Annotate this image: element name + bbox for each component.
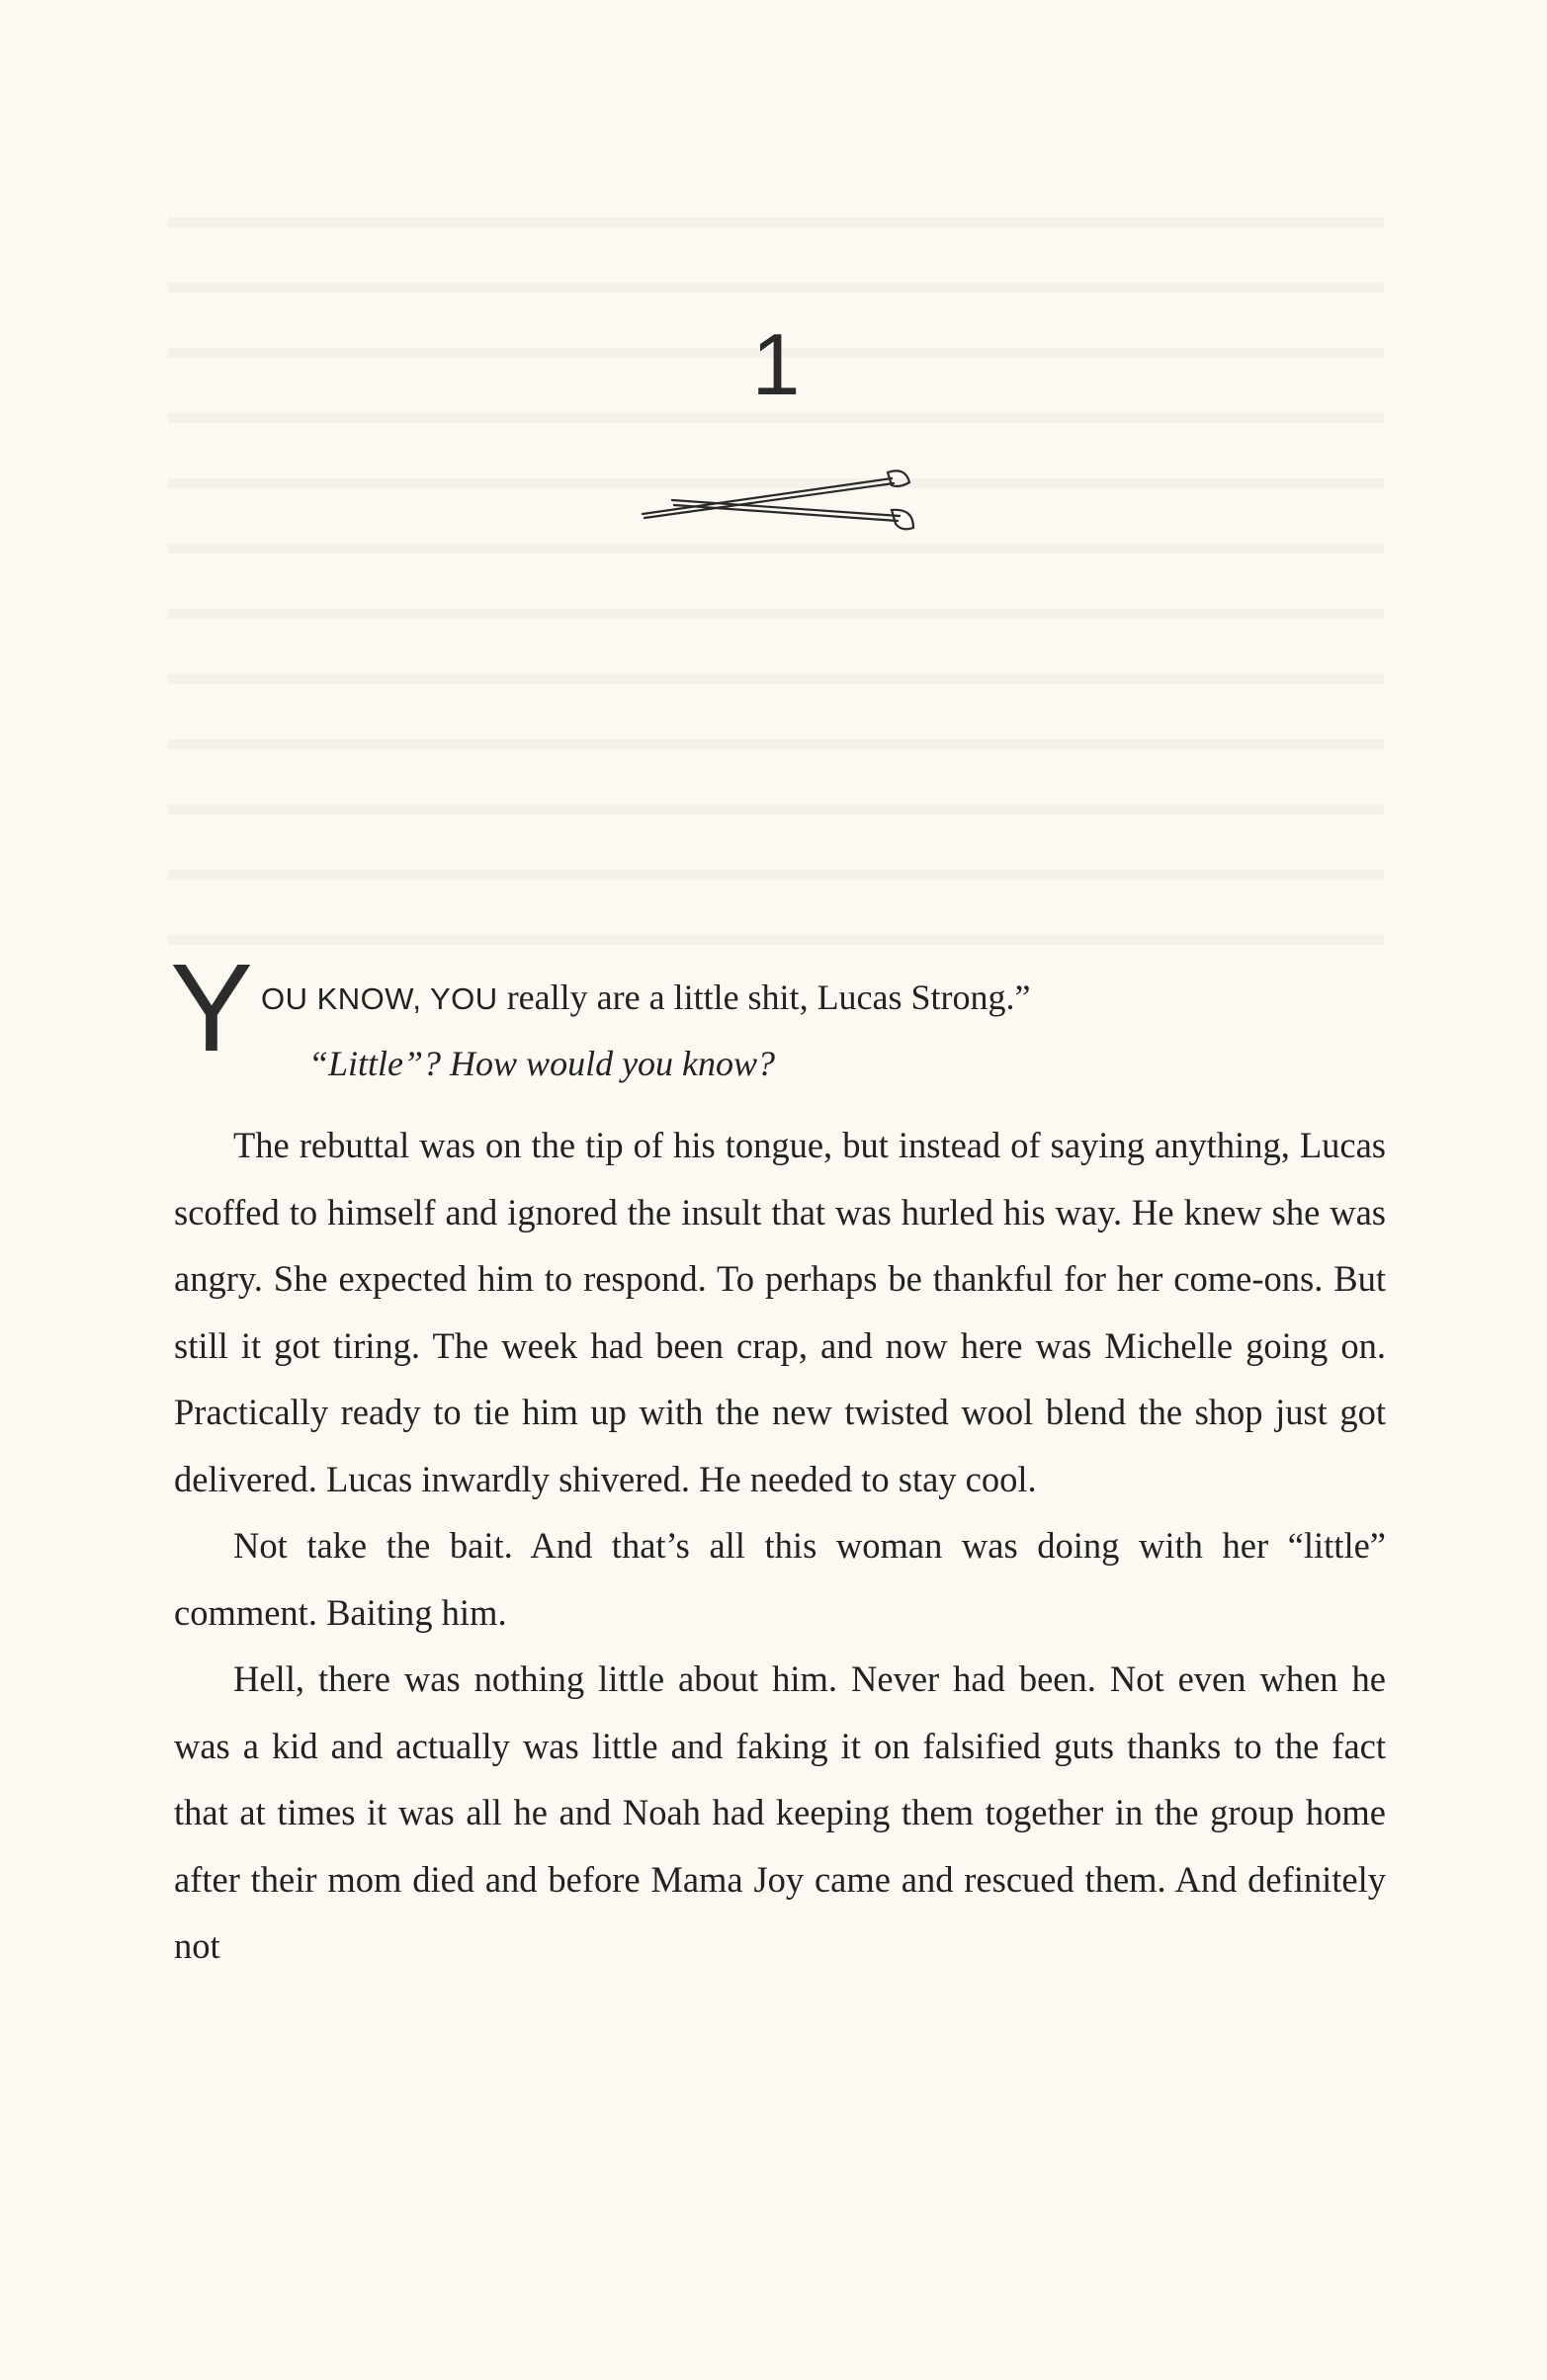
crossed-knitting-needles-icon [633,453,919,532]
italic-thought: “Little”? How would you know? [308,1044,776,1083]
paragraph: Not take the bait. And that’s all this woman was doing with her “little” comment. Baiting him. [174,1525,1386,1633]
drop-cap: Y [170,938,254,1077]
paragraph: The rebuttal was on the tip of his tongue, but instead of saying anything, Lucas scoffed to himself and ignored the insult that was hurled his way. He knew she was angry. She expected him to respond. To perhaps be thankful for her come-ons. But still it got tiring. The week had been crap, and now here was Michelle going on. Practically ready to tie him up with the new twisted wool blend the shop just got delivered. Lucas inwardly shivered. He needed to stay cool. [174,1125,1386,1499]
paragraph: Hell, there was nothing little about him. Never had been. Not even when he was a kid and actually was little and faking it on falsified guts thanks to the fact that at times it was all he and Noah had keeping them together in the group home after their mom died and before Mama Joy came and rescued them. And definitely not [174,1658,1386,1966]
opening-line [261,979,1031,1015]
opening-line-rest: really are a little shit, Lucas Strong.” [497,978,1031,1017]
small-caps-lead-in: OU KNOW, YOU [261,981,498,1016]
body-text [174,1112,1386,1980]
bleed-through-texture [168,178,1384,949]
chapter-number: 1 [751,315,801,413]
chapter-opening [168,938,1394,1083]
